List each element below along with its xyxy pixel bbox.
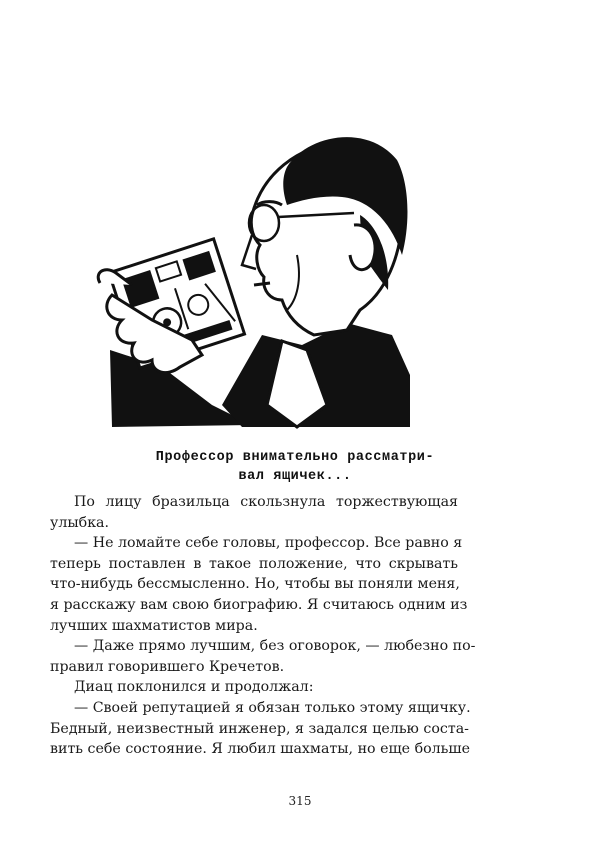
text-line: теперь поставлен в такое положение, что скрывать xyxy=(50,555,458,572)
nose xyxy=(242,235,256,269)
caption-line-2: вал ящичек... xyxy=(238,469,352,484)
body-text xyxy=(50,492,476,760)
text-line: — Не ломайте себе головы, профессор. Все равно я xyxy=(74,535,463,552)
text-line: Бедный, неизвестный инженер, я задался целью соста- xyxy=(50,720,469,737)
caption-line-1: Профессор внимательно рассматри- xyxy=(155,450,435,465)
text-line: что-нибудь бессмысленно. Но, чтобы вы поняли меня, xyxy=(50,576,460,593)
text-line: Диац поклонился и продолжал: xyxy=(74,679,314,696)
text-line: вить себе состояние. Я любил шахматы, но еще больше xyxy=(50,741,470,758)
text-line: лучших шахматистов мира. xyxy=(50,617,258,634)
professor-examining-box-illustration xyxy=(92,105,412,435)
text-line: правил говорившего Кречетов. xyxy=(50,658,285,675)
text-line: — Даже прямо лучшим, без оговорок, — любезно по- xyxy=(74,638,476,655)
ear xyxy=(350,225,375,270)
text-line: улыбка. xyxy=(50,514,110,531)
text-line: — Своей репутацией я обязан только этому ящичку. xyxy=(74,699,471,716)
mouth xyxy=(254,283,270,285)
page-number: 315 xyxy=(288,794,312,808)
text-line: я расскажу вам свою биографию. Я считаюсь одним из xyxy=(50,596,468,613)
text-line: По лицу бразильца скользнула торжествующая xyxy=(74,494,458,510)
